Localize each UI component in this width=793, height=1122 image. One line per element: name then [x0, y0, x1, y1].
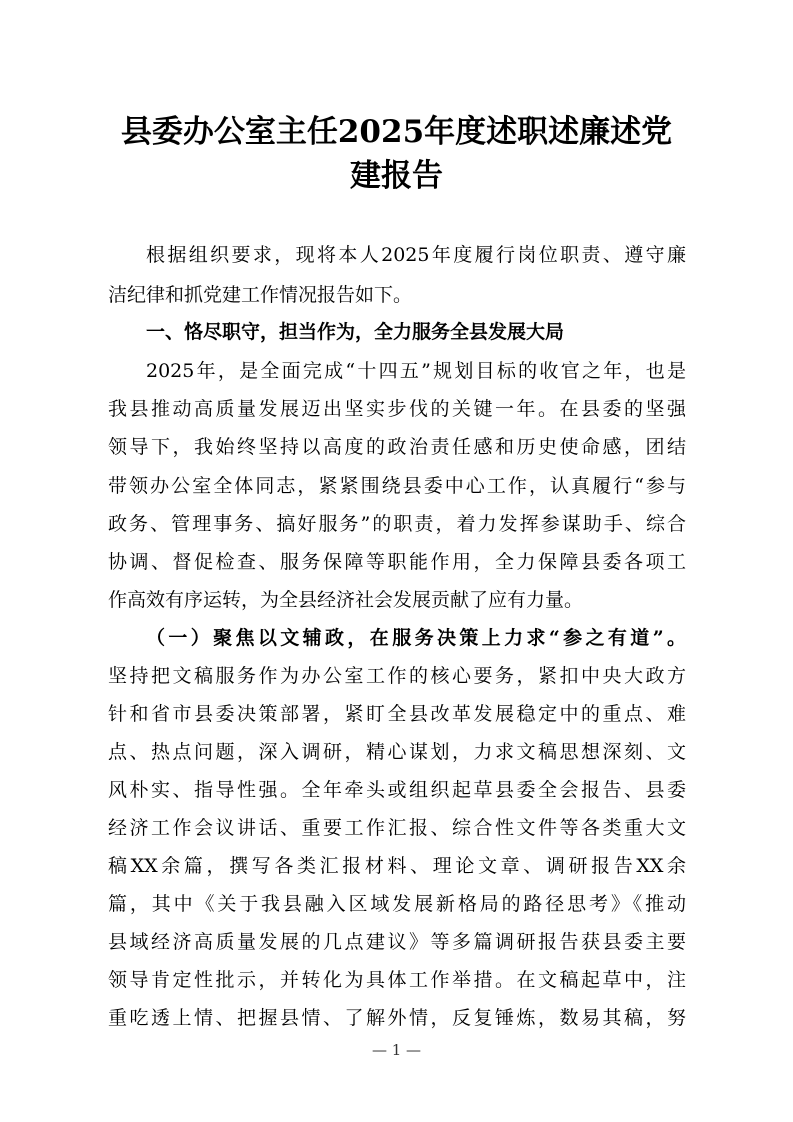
paragraph-line: 点、热点问题，深入调研，精心谋划，力求文稿思想深刻、文	[108, 741, 686, 763]
document-title-line-1: 县委办公室主任2025年度述职述廉述党	[120, 114, 673, 150]
paragraph-line: 县域经济高质量发展的几点建议》等多篇调研报告获县委主要	[108, 931, 686, 953]
paragraph-line: 重吃透上情、把握县情、了解外情，反复锤炼，数易其稿，努	[108, 1007, 686, 1029]
paragraph-line: 洁纪律和抓党建工作情况报告如下。	[108, 284, 413, 306]
paragraph-line: 风朴实、指导性强。全年牵头或组织起草县委全会报告、县委	[108, 779, 686, 801]
paragraph-line: 经济工作会议讲话、重要工作汇报、综合性文件等各类重大文	[108, 817, 686, 839]
paragraph-line: 政务、管理事务、搞好服务”的职责，着力发挥参谋助手、综合	[108, 513, 686, 535]
paragraph-line: 坚持把文稿服务作为办公室工作的核心要务，紧扣中央大政方	[108, 665, 686, 687]
subsection-heading: （一）聚焦以文辅政，在服务决策上力求“参之有道”。	[146, 627, 686, 649]
paragraph-line: 带领办公室全体同志，紧紧围绕县委中心工作，认真履行“参与	[108, 475, 686, 497]
paragraph-line: 领导下，我始终坚持以高度的政治责任感和历史使命感，团结	[108, 436, 686, 458]
paragraph-line: 篇，其中《关于我县融入区域发展新格局的路径思考》《推动	[108, 893, 686, 915]
page-number: — 1 —	[371, 1041, 422, 1059]
paragraph-line: 稿XX余篇，撰写各类汇报材料、理论文章、调研报告XX余	[108, 855, 686, 877]
paragraph-line: 2025年，是全面完成“十四五”规划目标的收官之年，也是	[146, 360, 686, 382]
paragraph-line: 领导肯定性批示，并转化为具体工作举措。在文稿起草中，注	[108, 969, 686, 991]
section-heading: 一、恪尽职守，担当作为，全力服务全县发展大局	[146, 321, 565, 343]
paragraph-line: 根据组织要求，现将本人2025年度履行岗位职责、遵守廉	[146, 244, 686, 266]
paragraph-line: 协调、督促检查、服务保障等职能作用，全力保障县委各项工	[108, 551, 686, 573]
paragraph-line: 针和省市县委决策部署，紧盯全县改革发展稳定中的重点、难	[108, 703, 686, 725]
document-title-line-2: 建报告	[350, 158, 443, 194]
paragraph-line: 作高效有序运转，为全县经济社会发展贡献了应有力量。	[108, 589, 584, 611]
paragraph-line: 我县推动高质量发展迈出坚实步伐的关键一年。在县委的坚强	[108, 398, 686, 420]
